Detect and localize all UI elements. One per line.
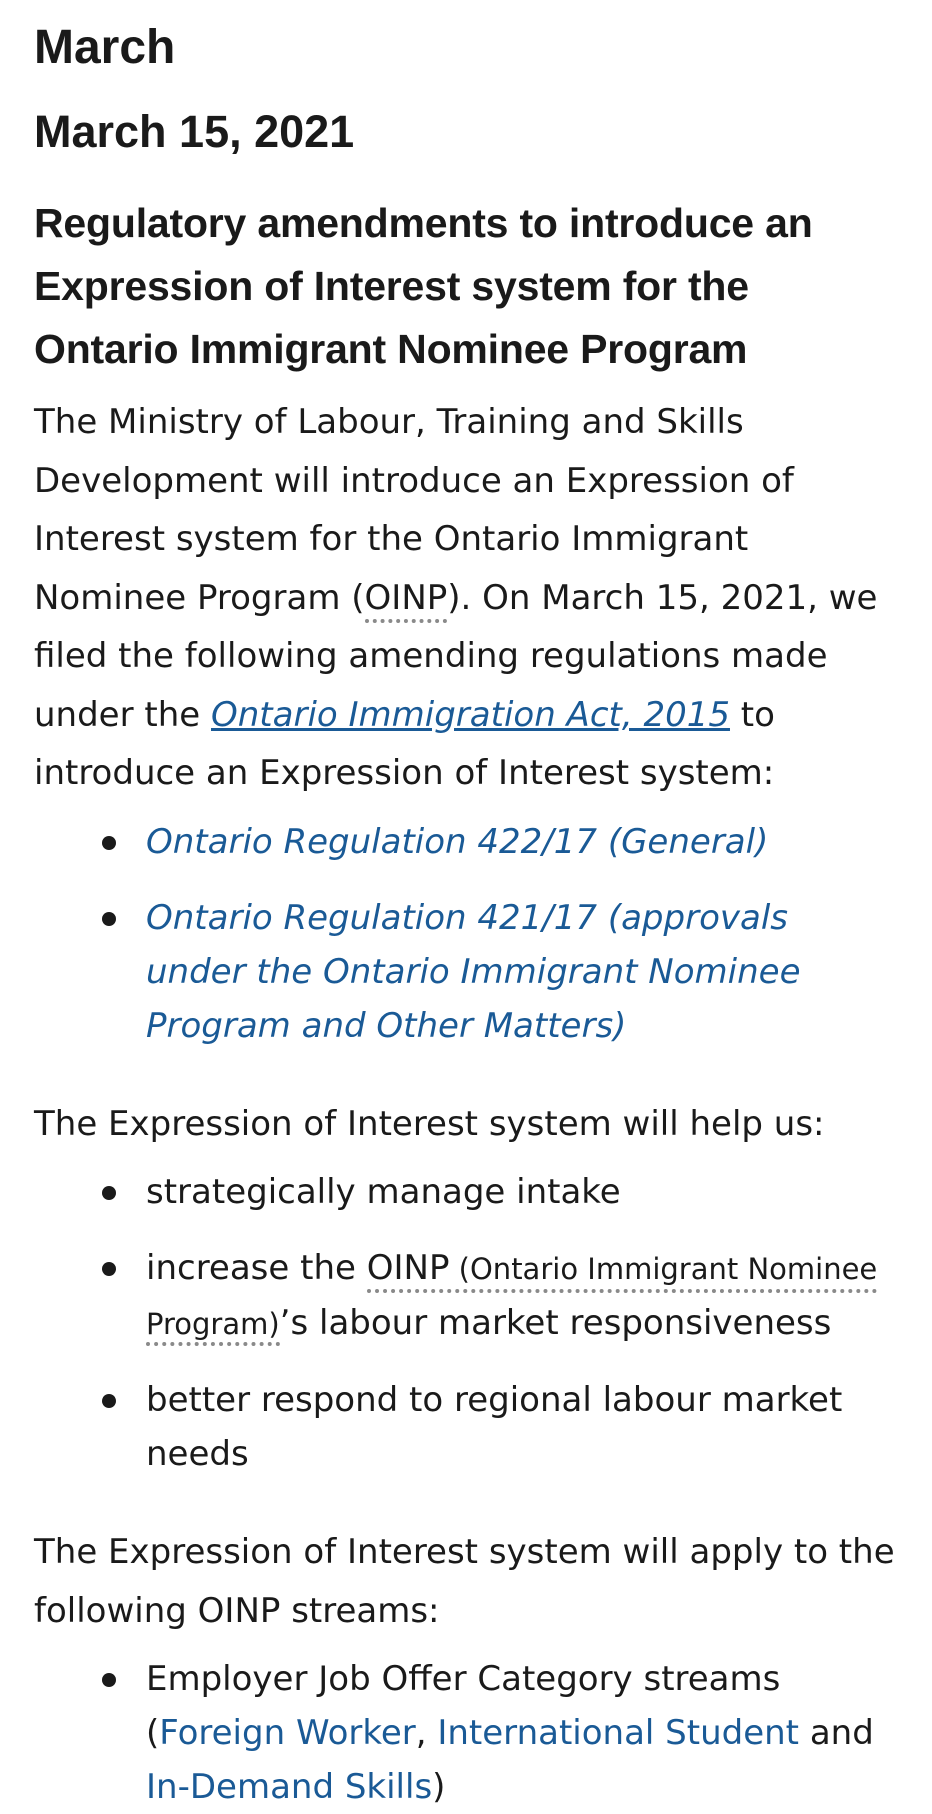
international-student-link[interactable]: International Student	[437, 1713, 800, 1753]
help-intro: The Expression of Interest system will help us:	[34, 1103, 825, 1144]
foreign-worker-link[interactable]: Foreign Worker	[159, 1713, 416, 1753]
streams-list	[34, 1652, 898, 1814]
help-list	[34, 1165, 898, 1481]
item-text: ,	[415, 1713, 438, 1753]
list-item	[146, 891, 898, 1053]
list-item	[146, 815, 898, 869]
list-item: better respond to regional labour market needs	[146, 1373, 898, 1481]
ontario-immigration-act-link[interactable]: Ontario Immigration Act, 2015	[211, 694, 730, 735]
month-heading: March	[34, 21, 176, 74]
item-text: ’s labour market responsiveness	[279, 1303, 832, 1343]
in-demand-skills-link[interactable]: In-Demand Skills	[146, 1767, 433, 1807]
oinp-abbreviation[interactable]: OINP	[365, 578, 448, 623]
regulation-422-link[interactable]: Ontario Regulation 422/17 (General)	[146, 821, 769, 862]
intro-text-2: ). On March 15, 2021, we filed the following amending regulations made under the	[34, 577, 878, 735]
intro-text-3: to introduce an Expression of Interest system:	[34, 694, 775, 793]
item-text: and	[799, 1713, 874, 1753]
date-heading: March 15, 2021	[34, 106, 355, 157]
oinp-abbreviation-expansion[interactable]: Program)	[146, 1307, 280, 1346]
streams-intro: The Expression of Interest system will apply to the following OINP streams:	[34, 1532, 895, 1631]
item-text: )	[432, 1767, 446, 1807]
oinp-abbreviation[interactable]: OINP (Ontario Immigrant Nominee	[367, 1248, 878, 1293]
list-item	[146, 1652, 898, 1814]
regulations-list	[34, 815, 898, 1053]
article-title: Regulatory amendments to introduce an Expression of Interest system for the Ontario Immigrant Nominee Program	[34, 200, 813, 372]
item-text: Employer Job Offer Category streams (	[146, 1659, 781, 1753]
intro-paragraph	[34, 393, 898, 803]
list-item: strategically manage intake	[146, 1165, 898, 1219]
list-item	[146, 1241, 898, 1351]
regulation-421-link[interactable]: Ontario Regulation 421/17 (approvals under the Ontario Immigrant Nominee Program and Other Matters)	[146, 897, 801, 1046]
intro-text-1: The Ministry of Labour, Training and Skills Development will introduce an Expression of Interest system for the Ontario Immigrant Nominee Program (	[34, 402, 794, 618]
item-text: increase the	[146, 1248, 367, 1288]
